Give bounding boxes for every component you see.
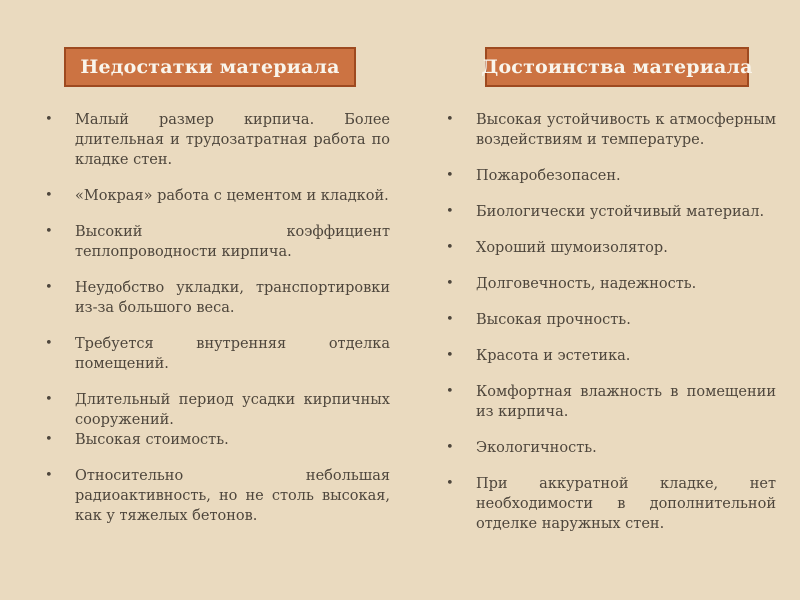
bullet-icon: • (45, 188, 53, 203)
list-item-text: Долговечность, надежность. (476, 276, 697, 292)
list-item-text: Относительно небольшая радиоактивность, но не столь высокая, как у тяжелых бетонов. (75, 468, 390, 524)
list-item (45, 278, 390, 318)
list-item-text: Красота и эстетика. (476, 348, 631, 364)
bullet-icon: • (45, 112, 53, 127)
bullet-icon: • (446, 476, 454, 491)
list-item-text: Комфортная влажность в помещении из кирпича. (476, 384, 776, 420)
bullet-icon: • (446, 384, 454, 399)
list-item-text: «Мокрая» работа с цементом и кладкой. (75, 188, 389, 204)
bullet-icon: • (446, 440, 454, 455)
list-item (45, 466, 390, 526)
list-item (45, 334, 390, 374)
bullet-icon: • (446, 168, 454, 183)
bullet-icon: • (45, 468, 53, 483)
list-item-text: Неудобство укладки, транспортировки из-за большого веса. (75, 280, 390, 316)
list-item-text: Пожаробезопасен. (476, 168, 621, 184)
list-item (446, 238, 776, 258)
list-item (446, 346, 776, 366)
list-item-text: Биологически устойчивый материал. (476, 204, 765, 220)
list-item (45, 222, 390, 262)
list-item (45, 186, 390, 206)
list-item-text: При аккуратной кладке, нет необходимости в дополнительной отделке наружных стен. (476, 476, 776, 532)
list-item-text: Экологичность. (476, 440, 597, 456)
advantages-header-title: Достоинства материала (481, 56, 753, 78)
list-item (45, 390, 390, 430)
bullet-icon: • (45, 224, 53, 239)
bullet-icon: • (446, 112, 454, 127)
bullet-icon: • (446, 204, 454, 219)
list-item (446, 474, 776, 534)
list-item (446, 110, 776, 150)
disadvantages-list (45, 110, 390, 542)
list-item (45, 110, 390, 170)
disadvantages-header-title: Недостатки материала (80, 56, 340, 78)
list-item (45, 430, 390, 450)
bullet-icon: • (446, 348, 454, 363)
list-item-text: Высокая устойчивость к атмосферным воздействиям и температуре. (476, 112, 776, 148)
advantages-list (446, 110, 776, 550)
list-item (446, 274, 776, 294)
list-item-text: Высокая прочность. (476, 312, 631, 328)
list-item-text: Высокая стоимость. (75, 432, 229, 448)
bullet-icon: • (446, 240, 454, 255)
list-item-text: Длительный период усадки кирпичных сооружений. (75, 392, 390, 428)
list-item-text: Требуется внутренняя отделка помещений. (75, 336, 390, 372)
list-item-text: Хороший шумоизолятор. (476, 240, 668, 256)
bullet-icon: • (45, 432, 53, 447)
list-item (446, 202, 776, 222)
list-item (446, 310, 776, 330)
list-item (446, 166, 776, 186)
list-item (446, 438, 776, 458)
bullet-icon: • (446, 312, 454, 327)
bullet-icon: • (45, 280, 53, 295)
list-item (446, 382, 776, 422)
advantages-header-box (481, 47, 753, 87)
bullet-icon: • (45, 392, 53, 407)
bullet-icon: • (446, 276, 454, 291)
list-item-text: Малый размер кирпича. Более длительная и трудозатратная работа по кладке стен. (75, 112, 390, 168)
disadvantages-header-box (64, 47, 356, 87)
bullet-icon: • (45, 336, 53, 351)
list-item-text: Высокий коэффициент теплопроводности кирпича. (75, 224, 390, 260)
